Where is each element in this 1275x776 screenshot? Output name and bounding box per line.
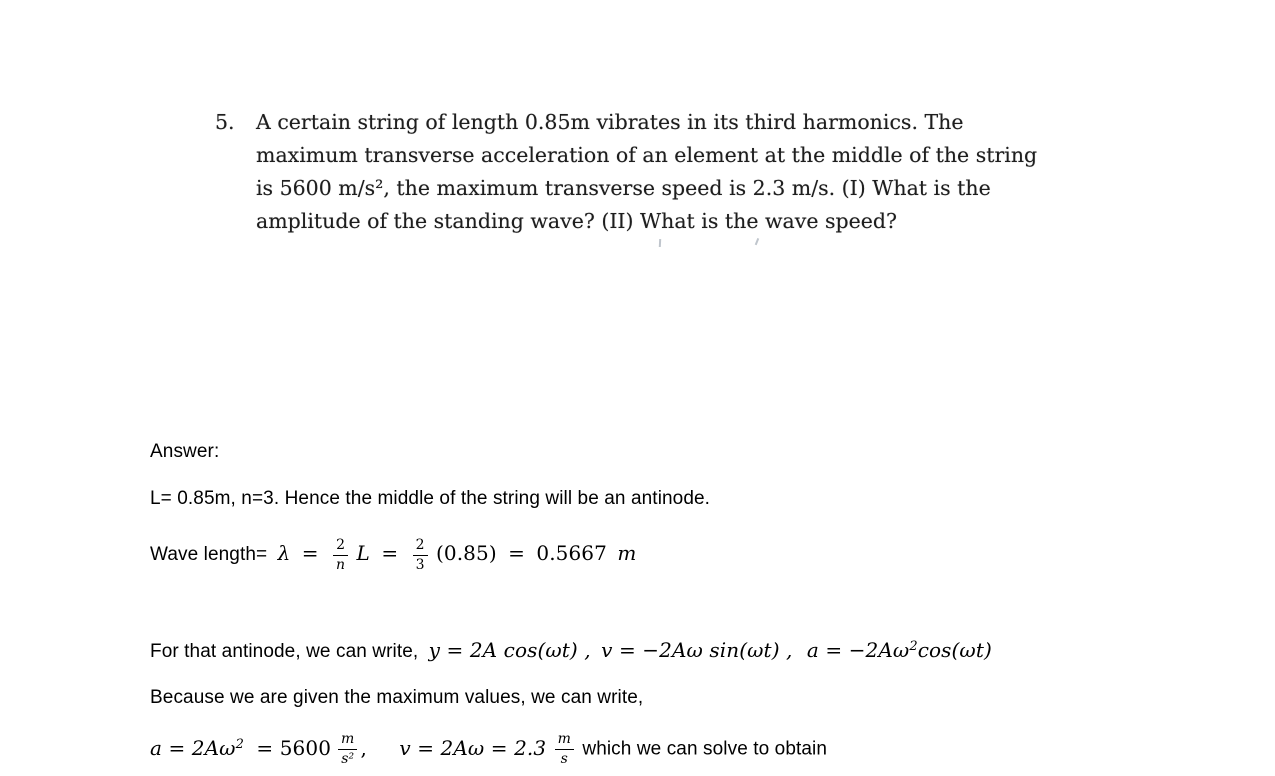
problem-line: amplitude of the standing wave? (II) What is the wave speed? (256, 209, 897, 233)
wavelength-equation (150, 538, 636, 572)
problem-number: 5. (215, 110, 235, 134)
acceleration-max-equation (150, 731, 373, 767)
acceleration-post: cos(ωt) (917, 638, 992, 662)
fraction-denominator: n (333, 555, 348, 573)
fraction-2-over-n (333, 538, 348, 572)
velocity-equation: v = −2Aω sin(ωt) , (601, 638, 793, 662)
displacement-equation: y = 2A cos(ωt) , (428, 638, 591, 662)
wavelength-label: Wave length= (150, 544, 268, 566)
wavelength-result: 0.5667 (536, 541, 607, 566)
squared-exponent: 2 (909, 639, 918, 654)
scan-artifact (659, 239, 661, 247)
fraction-numerator: m (341, 731, 355, 747)
acceleration-max-pre: a = 2Aω (150, 735, 236, 760)
fraction-denominator: s (555, 749, 574, 767)
squared-exponent: 2 (235, 736, 244, 752)
equals-sign: = (381, 541, 399, 566)
solve-outro: which we can solve to obtain (582, 738, 828, 760)
unit-fraction-m-per-s (555, 732, 574, 766)
equals-sign: = (301, 541, 319, 566)
fraction-2-over-3 (413, 538, 428, 572)
acceleration-pre: a = −2Aω (806, 638, 910, 662)
fraction-denominator: 3 (413, 555, 428, 573)
fraction-denominator: s² (338, 749, 357, 767)
speed-max-equation: v = 2Aω = 2.3 (399, 735, 547, 760)
answer-given-line: L= 0.85m, n=3. Hence the middle of the string will be an antinode. (150, 488, 711, 509)
problem-statement (215, 106, 1071, 238)
antinode-equations (150, 638, 992, 663)
problem-text (256, 106, 1071, 238)
problem-line: is 5600 m/s², the maximum transverse speed is 2.3 m/s. (I) What is the (256, 176, 991, 200)
problem-line: maximum transverse acceleration of an element at the middle of the string (256, 143, 1038, 167)
antinode-intro: For that antinode, we can write, (150, 641, 419, 662)
solve-equations (150, 732, 827, 766)
acceleration-equation (807, 638, 992, 662)
fraction-numerator: m (557, 731, 571, 748)
maximum-values-line: Because we are given the maximum values, we can write, (150, 687, 644, 708)
length-variable: L (356, 541, 370, 566)
fraction-numerator: 2 (336, 537, 346, 553)
acceleration-max-value: = 5600 (256, 735, 332, 760)
equals-sign: = (508, 541, 525, 566)
lambda-symbol: λ (277, 541, 291, 566)
answer-heading: Answer: (150, 441, 220, 462)
unit-fraction-m-per-s2 (338, 732, 357, 766)
comma: , (360, 735, 367, 760)
fraction-numerator: 2 (415, 537, 425, 553)
scan-artifact (755, 238, 759, 245)
problem-line: A certain string of length 0.85m vibrates in its third harmonics. The (256, 110, 964, 134)
wavelength-unit: m (617, 541, 637, 566)
substituted-value: (0.85) (435, 541, 497, 566)
